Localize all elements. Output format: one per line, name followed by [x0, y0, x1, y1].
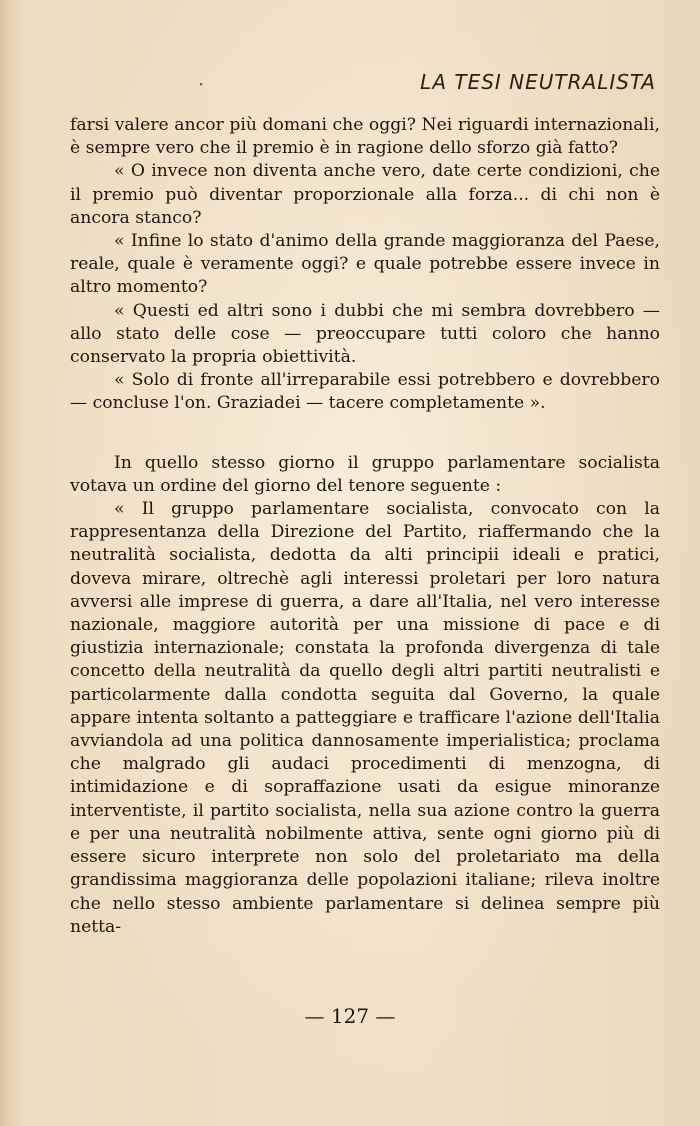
header-dot: · [198, 72, 205, 96]
running-title: LA TESI NEUTRALISTA [420, 70, 656, 94]
section-gap [70, 416, 660, 452]
paragraph-socialist-group: In quello stesso giorno il gruppo parlamentare socialista votava un ordine del giorno del tenore seguente : [70, 452, 660, 496]
paragraph-quote-state-of-mind: « Infine lo stato d'animo della grande maggioranza del Paese, reale, quale è veramente oggi? e quale potrebbe essere invece in altro momento? [70, 231, 660, 298]
paragraph-quote-doubts: « Questi ed altri sono i dubbi che mi sembra dovrebbero — allo stato delle cose — preoccupare tutti coloro che hanno conservato la propria obiettività. [70, 300, 660, 368]
body-text [70, 114, 660, 939]
page-number: — 127 — [304, 1004, 396, 1028]
paragraph-resolution: « Il gruppo parlamentare socialista, convocato con la rappresentanza della Direzione del Partito, riaffermando che la neutralità socialista, dedotta da alti principii ideali e pratici, doveva mirare, oltrechè agli interessi proletari per loro natura avversi alle imprese di guerra, a dare all'Italia, nel vero interesse nazionale, maggiore autorità per una missione di pace e di giustizia internazionale; constata la profonda divergenza di tale concetto della neutralità da quello degli altri partiti neutralisti e particolarmente dalla condotta seguita dal Governo, la quale appare intenta soltanto a patteggiare e trafficare l'azione dell'Italia avviandola ad una politica dannosamente imperialistica; proclama che malgrado gli audaci procedimenti di menzogna, di intimidazione e di sopraffazione usati da esigue minoranze interventiste, il partito socialista, nella sua azione contro la guerra e per una neutralità nobilmente attiva, sente ogni giorno più di essere sicuro interprete non solo del proletariato ma della grandissima maggioranza delle popolazioni italiane; rileva inoltre che nello stesso ambiente parlamentare si delinea sempre più netta- [70, 499, 660, 937]
paragraph-continued: farsi valere ancor più domani che oggi? Nei riguardi internazionali, è sempre vero che il premio è in ragione dello sforzo già fatto? [70, 115, 660, 159]
paragraph-quote-conclusion: « Solo di fronte all'irreparabile essi potrebbero e dovrebbero — concluse l'on. Graziadei — tacere completamente ». [70, 370, 660, 414]
paragraph-quote-conditions: « O invece non diventa anche vero, date certe condizioni, che il premio può diventar proporzionale alla forza... di chi non è ancora stanco? [70, 161, 660, 228]
